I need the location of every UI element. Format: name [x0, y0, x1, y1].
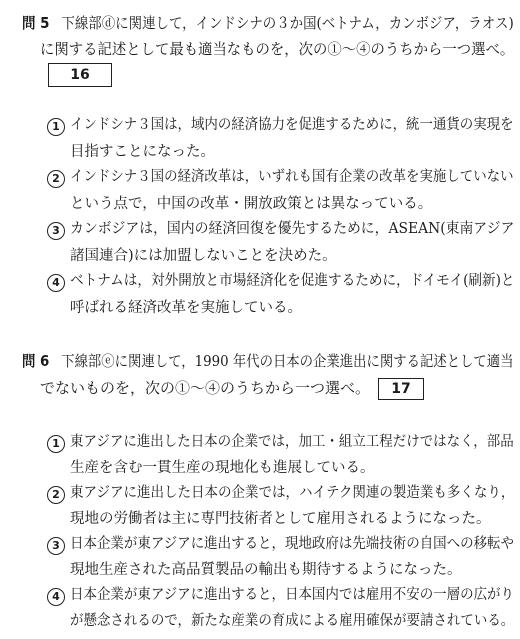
q5-option4-number[interactable]: 4 [47, 274, 65, 292]
q6-stem-text1: 下線部ⓔに関連して，1990 年代の日本の企業進出に関する記述として適当 [61, 352, 514, 370]
q6-option1-line2: 生産を含む一貫生産の現地化も進展している。 [70, 460, 375, 476]
q6-option4-number[interactable]: 4 [47, 588, 65, 606]
q5-option4-line1: ベトナムは，対外開放と市場経済化を促進するために，ドイモイ(刷新)と [70, 273, 515, 289]
q6-option4-line2: が懸念されるので，新たな産業の育成による雇用確保が要請されている。 [70, 613, 515, 629]
q5-option4-line2: 呼ばれる経済改革を実施している。 [70, 300, 302, 316]
q5-option3-line2: 諸国連合)には加盟しないことを決めた。 [70, 248, 337, 264]
q5-option1-line1: インドシナ３国は，域内の経済協力を促進するために，統一通貨の実現を [70, 117, 514, 133]
q6-option1-line1: 東アジアに進出した日本の企業では，加工・組立工程だけではなく，部品 [70, 434, 514, 450]
q6-option3-number[interactable]: 3 [47, 537, 65, 555]
q6-stem-line2 [40, 375, 424, 401]
q6-option2-line1: 東アジアに進出した日本の企業では，ハイテク関連の製造業も多くなり， [70, 485, 515, 501]
q6-option2-number[interactable]: 2 [47, 486, 65, 504]
q6-stem-text2: でないものを，次の①～④のうちから一つ選べ。 [40, 379, 371, 397]
q6-stem-line1 [22, 348, 514, 374]
q5-stem-text1: 下線部ⓓに関連して，インドシナの３か国(ベトナム，カンボジア，ラオス) [61, 14, 514, 32]
q5-option2-line1: インドシナ３国の経済改革は，いずれも国有企業の改革を実施していない [70, 169, 514, 185]
q5-answer-box[interactable]: 16 [48, 63, 112, 87]
q5-option2-line2: という点で，中国の改革・開放政策とは異なっている。 [70, 196, 433, 212]
q6-label: 問 6 [22, 352, 50, 370]
q5-stem-line1 [22, 10, 514, 36]
q6-option3-line1: 日本企業が東アジアに進出すると，現地政府は先端技術の自国への移転や [70, 536, 514, 552]
q5-label: 問 5 [22, 14, 50, 32]
q6-option2-line2: 現地の労働者は主に専門技術者として雇用されるようになった。 [70, 511, 491, 527]
q5-option1-line2: 目指すことになった。 [70, 144, 215, 160]
q6-option1-number[interactable]: 1 [47, 435, 65, 453]
q5-option2-number[interactable]: 2 [47, 170, 65, 188]
q5-option3-line1: カンボジアは，国内の経済回復を優先するために，ASEAN(東南アジア [70, 221, 515, 237]
q6-option4-line1: 日本企業が東アジアに進出すると，日本国内では雇用不安の一層の広がり [70, 587, 514, 603]
q5-stem-line2: に関する記述として最も適当なものを，次の①～④のうちから一つ選べ。 [40, 40, 515, 58]
q5-option1-number[interactable]: 1 [47, 118, 65, 136]
q5-option3-number[interactable]: 3 [47, 222, 65, 240]
q6-option3-line2: 現地生産された高品質製品の輸出も期待するようになった。 [70, 562, 462, 578]
q6-answer-box[interactable]: 17 [378, 378, 424, 400]
